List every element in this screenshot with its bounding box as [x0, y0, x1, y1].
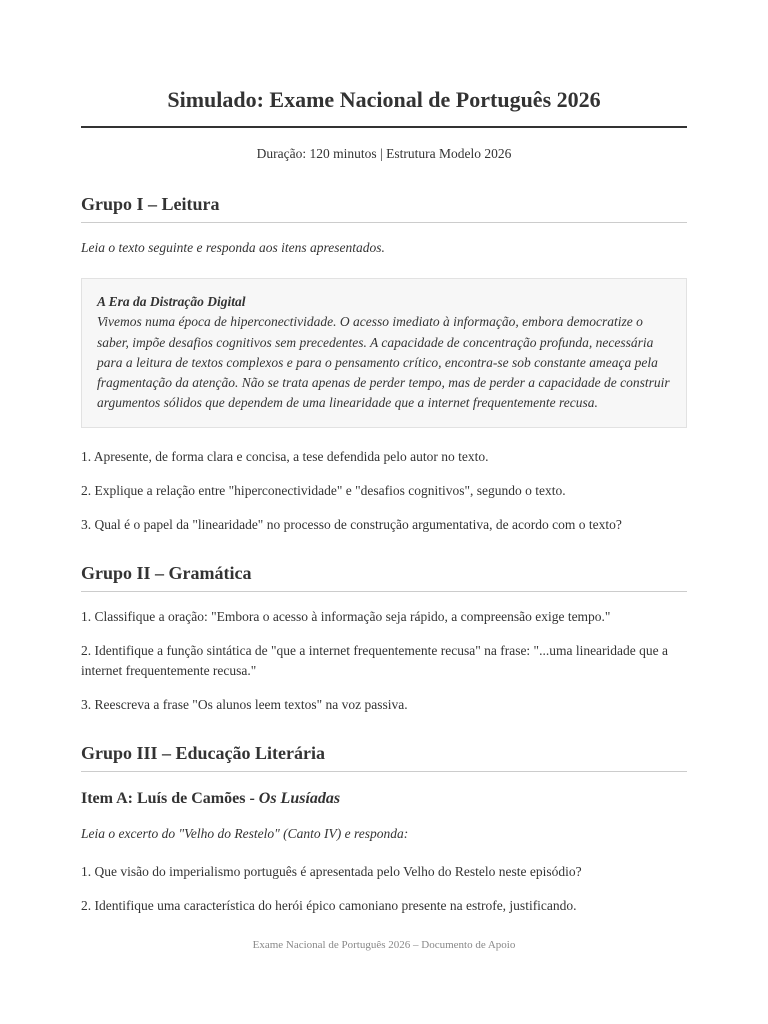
- group-3-question-2: 2. Identifique uma característica do herói épico camoniano presente na estrofe, justificando.: [81, 897, 577, 913]
- group-1-heading: Grupo I – Leitura: [81, 192, 687, 223]
- page-title: Simulado: Exame Nacional de Português 2026: [167, 87, 601, 112]
- title-divider: [81, 126, 687, 128]
- exam-duration: Duração: 120 minutos | Estrutura Modelo 2026: [256, 146, 512, 161]
- group-2-question-3: 3. Reescreva a frase "Os alunos leem textos" na voz passiva.: [81, 696, 408, 712]
- group-1-section: [81, 192, 687, 535]
- group-2-heading: Grupo II – Gramática: [81, 561, 687, 592]
- page-footer: Exame Nacional de Português 2026 – Documento de Apoio: [252, 939, 516, 951]
- group-1-question-2: 2. Explique a relação entre "hiperconectividade" e "desafios cognitivos", segundo o texto.: [81, 482, 566, 498]
- item-a-label: Item A: Luís de Camões -: [81, 789, 259, 807]
- group-3-question-1: 1. Que visão do imperialismo português é apresentada pelo Velho do Restelo neste episódio?: [81, 863, 582, 879]
- group-2-question-1: 1. Classifique a oração: "Embora o acesso à informação seja rápido, a compreensão exige tempo.": [81, 608, 611, 624]
- group-1-question-1: 1. Apresente, de forma clara e concisa, a tese defendida pelo autor no texto.: [81, 448, 489, 464]
- group-3-heading: Grupo III – Educação Literária: [81, 741, 687, 772]
- group-3-instruction: Leia o excerto do "Velho do Restelo" (Canto IV) e responda:: [81, 825, 409, 841]
- item-a-work-title: Os Lusíadas: [258, 789, 341, 807]
- reading-text-title: A Era da Distração Digital: [97, 294, 246, 309]
- group-1-instruction: Leia o texto seguinte e responda aos itens apresentados.: [81, 240, 385, 255]
- reading-text-body: Vivemos numa época de hiperconectividade. O acesso imediato à informação, embora democratize o saber, impõe desafios cognitivos sem precedentes. A capacidade de concentração profunda, necessária para a leitura de textos complexos e para o pensamento crítico, encontra-se sob constante ameaça pela fragmentação da atenção. Não se trata apenas de perder tempo, mas de perder a capacidade de construir argumentos sólidos que dependem de uma linearidade que a internet frequentemente recusa.: [97, 314, 670, 411]
- reading-text-box: [81, 278, 687, 428]
- group-1-question-3: 3. Qual é o papel da "linearidade" no processo de construção argumentativa, de acordo com o texto?: [81, 516, 622, 532]
- exam-document: [81, 0, 687, 916]
- item-a-heading: [81, 788, 687, 810]
- group-2-question-2: 2. Identifique a função sintática de "que a internet frequentemente recusa" na frase: "...uma linearidade que a internet frequentemente recusa.": [81, 642, 669, 678]
- group-2-section: [81, 561, 687, 715]
- group-3-section: [81, 741, 687, 916]
